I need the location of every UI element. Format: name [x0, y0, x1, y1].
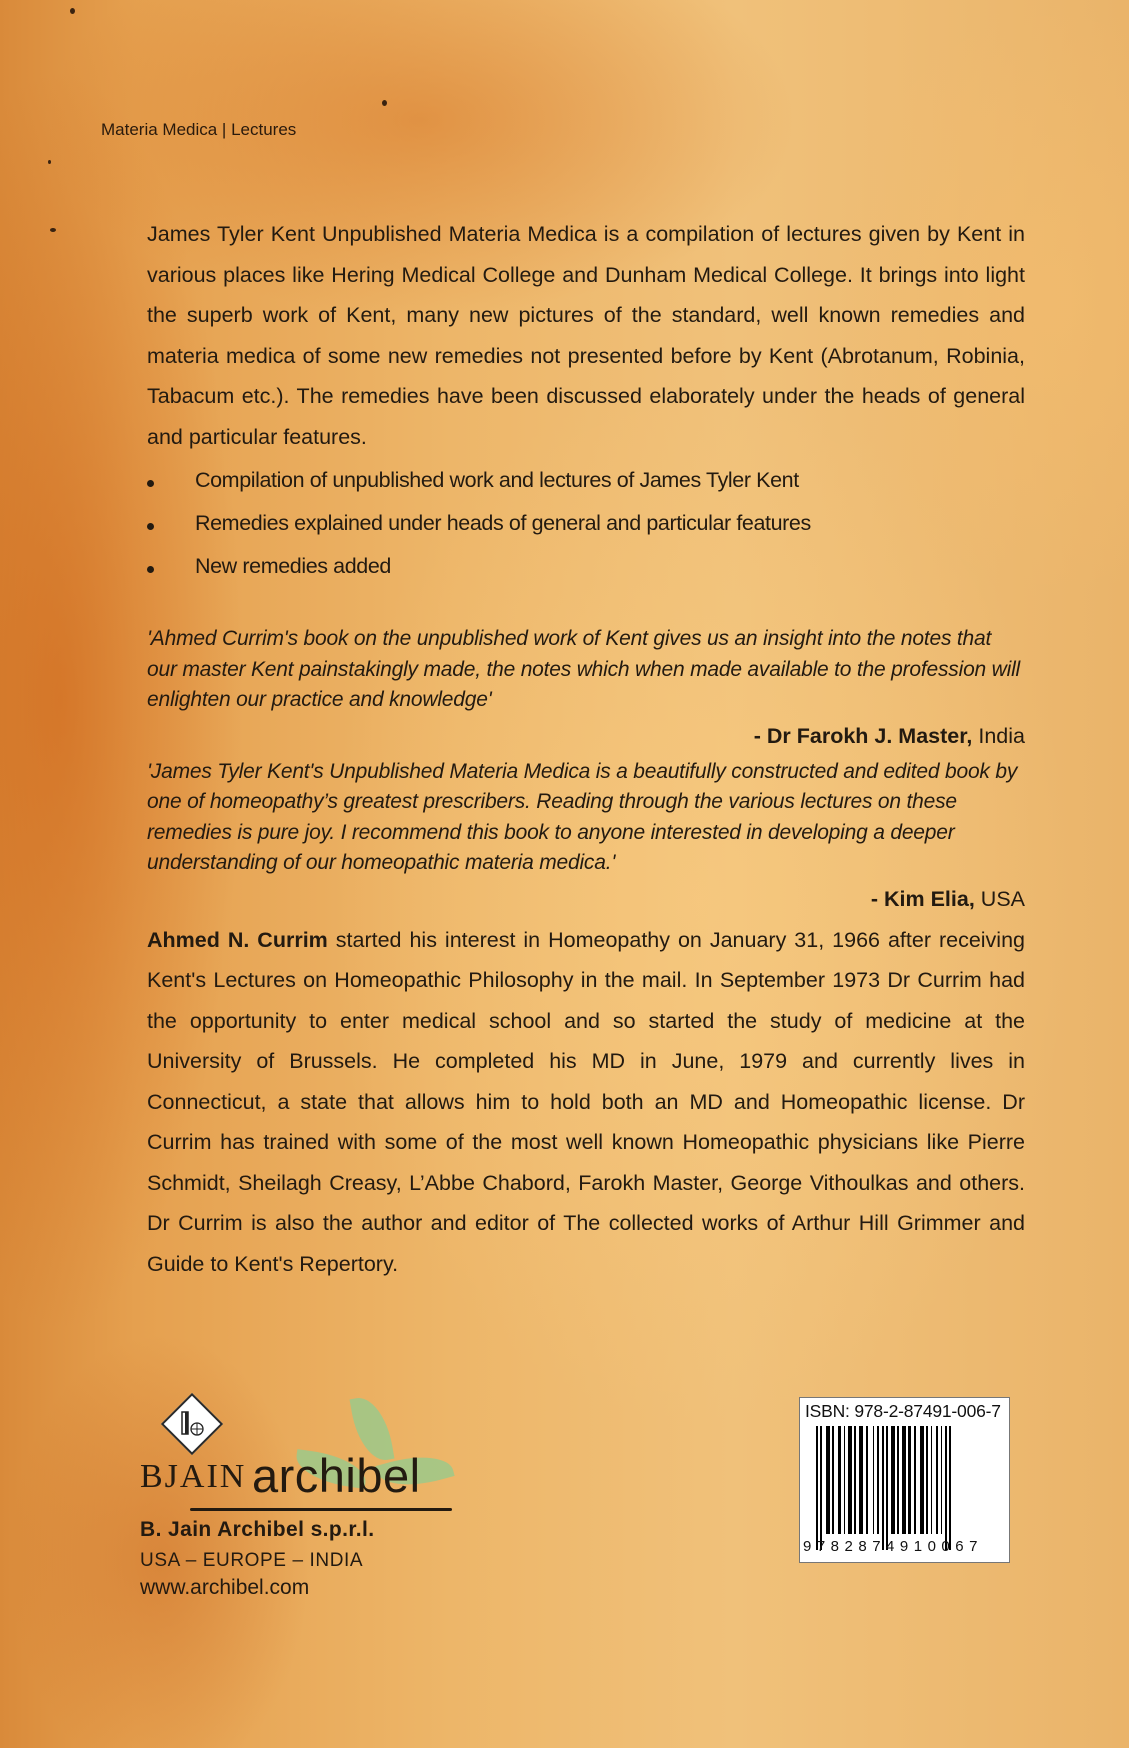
publisher-logo [140, 1396, 460, 1506]
bullet-icon [147, 566, 154, 573]
series-label: Materia Medica | Lectures [101, 120, 297, 139]
paper-speck [382, 100, 387, 106]
testimonial-author: - Kim Elia, [870, 886, 975, 911]
testimonial-attribution [147, 884, 1025, 914]
isbn-label: ISBN: 978-2-87491-006-7 [805, 1401, 1001, 1421]
feature-item: New remedies added [147, 545, 1025, 588]
publisher-website: www.archibel.com [140, 1576, 310, 1599]
barcode-icon [816, 1426, 996, 1550]
feature-item: Compilation of unpublished work and lectures of James Tyler Kent [147, 459, 1025, 502]
logo-archibel-text: archibel [252, 1449, 421, 1502]
feature-item: Remedies explained under heads of general and particular features [147, 502, 1025, 545]
publisher-name: B. Jain Archibel s.p.r.l. [140, 1518, 375, 1541]
testimonial-quote: 'James Tyler Kent's Unpublished Materia Medica is a beautifully constructed and edited book by one of homeopathy’s greatest prescribers. Reading through the various lectures on these remedies is pure joy. I recommend this book to anyone interested in developing a deeper understanding of our homeopathic materia medica.' [147, 759, 1018, 874]
testimonial-location: USA [974, 886, 1025, 911]
intro-paragraph: James Tyler Kent Unpublished Materia Medica is a compilation of lectures given by Kent in various places like Hering Medical College and Dunham Medical College. It brings into light the superb work of Kent, many new pictures of the standard, well known remedies and materia medica of some new remedies not presented before by Kent (Abrotanum, Robinia, Tabacum etc.). The remedies have been discussed elaborately under the heads of general and particular features. [147, 222, 1025, 449]
paper-speck [48, 160, 51, 164]
author-bio-text: started his interest in Homeopathy on January 31, 1966 after receiving Kent's Lectures on Homeopathic Philosophy in the mail. In September 1973 Dr Currim had the opportunity to enter medical school and so started the study of medicine at the University of Brussels. He completed his MD in June, 1979 and currently lives in Connecticut, a state that allows him to hold both an MD and Homeopathic license. Dr Currim has trained with some of the most well known Homeopathic physicians like Pierre Schmidt, Sheilagh Creasy, L’Abbe Chabord, Farokh Master, George Vithoulkas and others. Dr Currim is also the author and editor of The collected works of Arthur Hill Grimmer and Guide to Kent's Repertory. [147, 927, 1025, 1276]
isbn-barcode-box [799, 1397, 1010, 1563]
publisher-regions: USA – EUROPE – INDIA [140, 1550, 364, 1571]
book-globe-icon [161, 1393, 223, 1455]
barcode-digits: 9782874910067 [803, 1538, 983, 1555]
testimonial-attribution [147, 721, 1025, 751]
publisher-block [140, 1396, 460, 1600]
testimonial-location: India [972, 723, 1025, 748]
author-name: Ahmed N. Currim [147, 927, 328, 952]
back-cover-content [147, 214, 1025, 1284]
logo-underline [190, 1508, 452, 1511]
paper-speck [70, 8, 75, 14]
logo-bjain-text: BJAIN [140, 1458, 247, 1495]
author-bio [147, 920, 1025, 1285]
paper-speck [50, 228, 56, 232]
feature-list [147, 459, 1025, 588]
testimonial-quote: 'Ahmed Currim's book on the unpublished work of Kent gives us an insight into the notes that our master Kent painstakingly made, the notes which when made available to the profession will enlighten our practice and knowledge' [147, 627, 1021, 711]
bullet-icon [147, 480, 154, 487]
testimonial-author: - Dr Farokh J. Master, [753, 723, 973, 748]
bullet-icon [147, 523, 154, 530]
